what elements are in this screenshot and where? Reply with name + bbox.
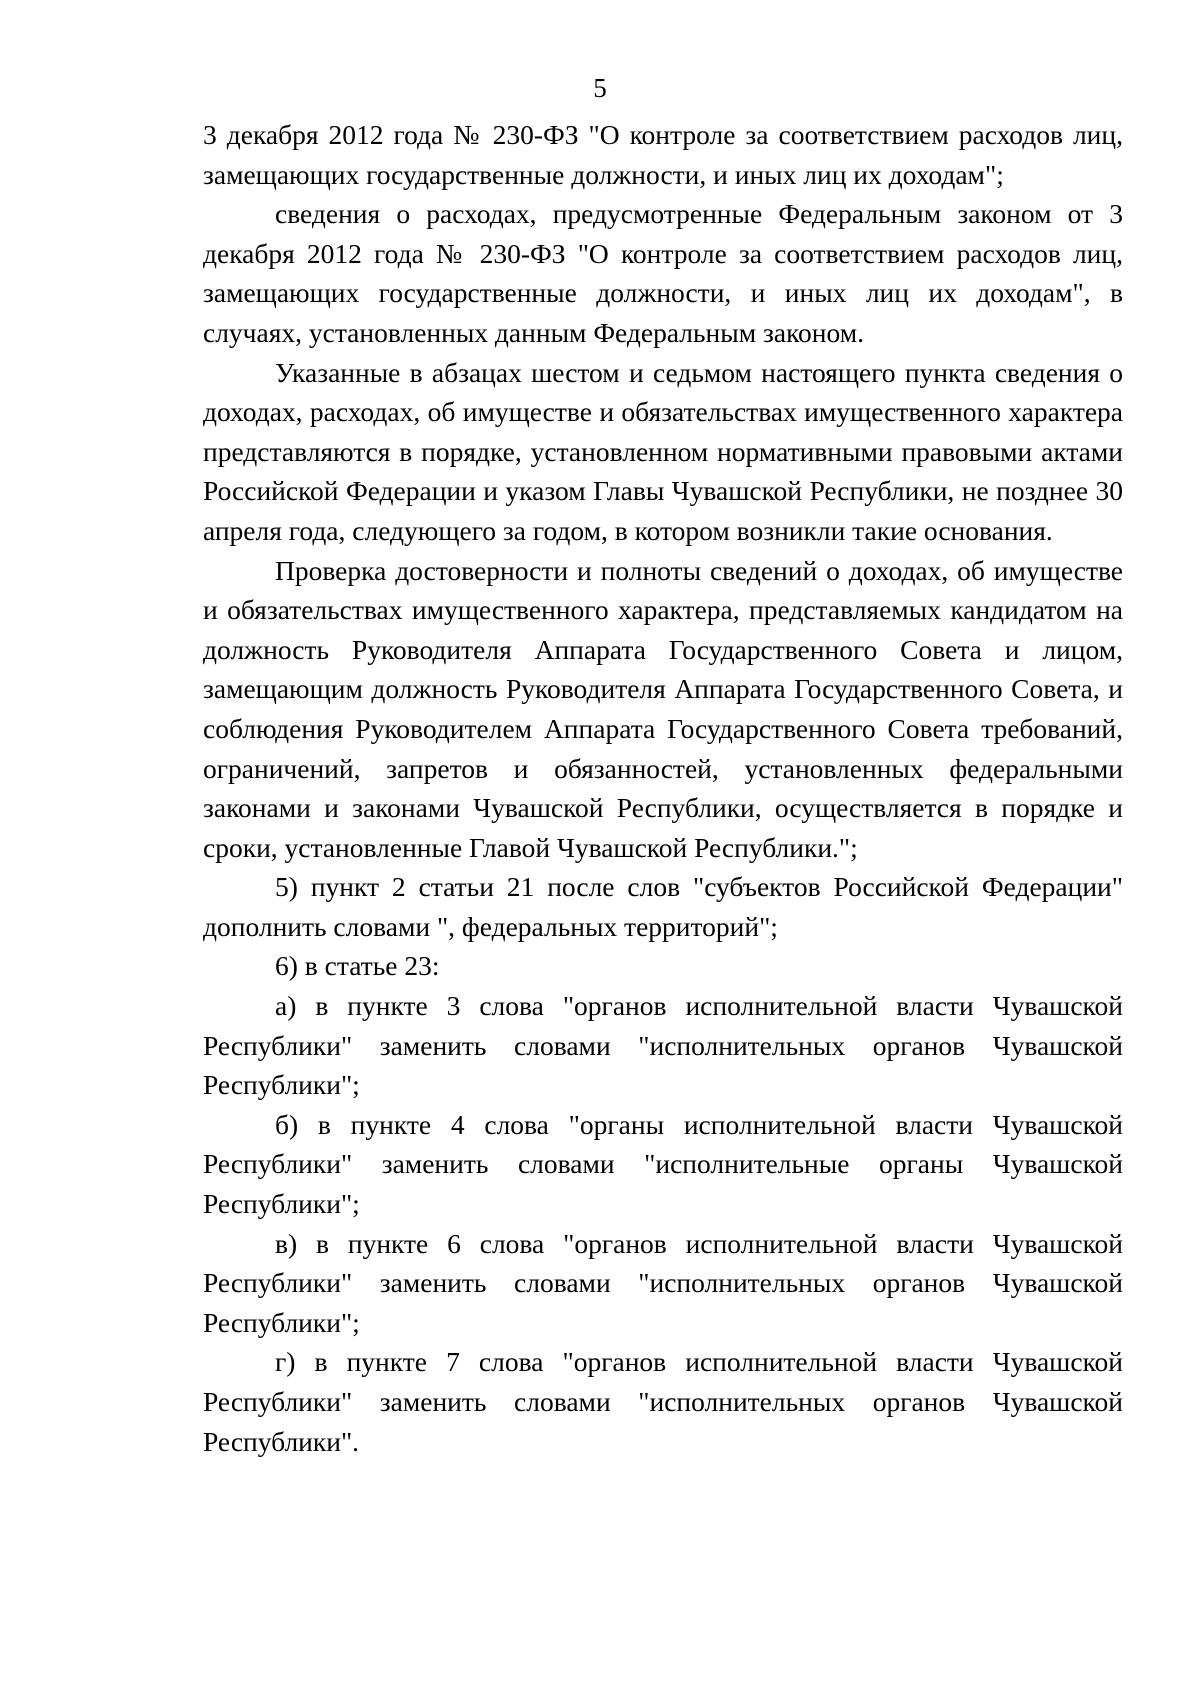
paragraph-expenses-info: сведения о расходах, предусмотренные Федеральным законом от 3 декабря 2012 года № 230-ФЗ "О контроле за соответствием расходов лиц, замещающих государственные должности, и иных лиц их доходам", в случаях, установленных данным Федеральным законом. bbox=[203, 198, 1123, 348]
page-number: 5 bbox=[593, 73, 607, 103]
paragraph-item-6: 6) в статье 23: bbox=[275, 950, 440, 982]
paragraph-verification: Проверка достоверности и полноты сведений о доходах, об имуществе и обязательствах имущественного характера, представляемых кандидатом на должность Руководителя Аппарата Государственного Совета и лицом, замещающим должность Руководителя Аппарата Государственного Совета, и соблюдения Руководителем Аппарата Государственного Совета требований, ограничений, запретов и обязанностей, установленных федеральными законами и законами Чувашской Республики, осуществляется в порядке и сроки, установленные Главой Чувашской Республики."; bbox=[203, 554, 1123, 863]
paragraph-submission-order: Указанные в абзацах шестом и седьмом настоящего пункта сведения о доходах, расходах, об имуществе и обязательствах имущественного характера представляются в порядке, установленном нормативными правовыми актами Российской Федерации и указом Главы Чувашской Республики, не позднее 30 апреля года, следующего за годом, в котором возникли такие основания. bbox=[203, 356, 1123, 546]
paragraph-subitem-g: г) в пункте 7 слова "органов исполнительной власти Чувашской Республики" заменить словами "исполнительных органов Чувашской Республики". bbox=[203, 1346, 1123, 1457]
paragraph-subitem-a: а) в пункте 3 слова "органов исполнительной власти Чувашской Республики" заменить словами "исполнительных органов Чувашской Республики"; bbox=[203, 990, 1123, 1101]
document-body bbox=[203, 115, 1123, 1461]
paragraph-subitem-v: в) в пункте 6 слова "органов исполнительной власти Чувашской Республики" заменить словами "исполнительных органов Чувашской Республики"; bbox=[203, 1227, 1123, 1338]
paragraph-item-5: 5) пункт 2 статьи 21 после слов "субъектов Российской Федерации" дополнить словами ", федеральных территорий"; bbox=[203, 871, 1123, 942]
paragraph-subitem-b: б) в пункте 4 слова "органы исполнительной власти Чувашской Республики" заменить словами "исполнительные органы Чувашской Республики"; bbox=[203, 1108, 1123, 1220]
paragraph-continuation: 3 декабря 2012 года № 230-ФЗ "О контроле за соответствием расходов лиц, замещающих государственные должности, и иных лиц их доходам"; bbox=[203, 119, 1123, 190]
